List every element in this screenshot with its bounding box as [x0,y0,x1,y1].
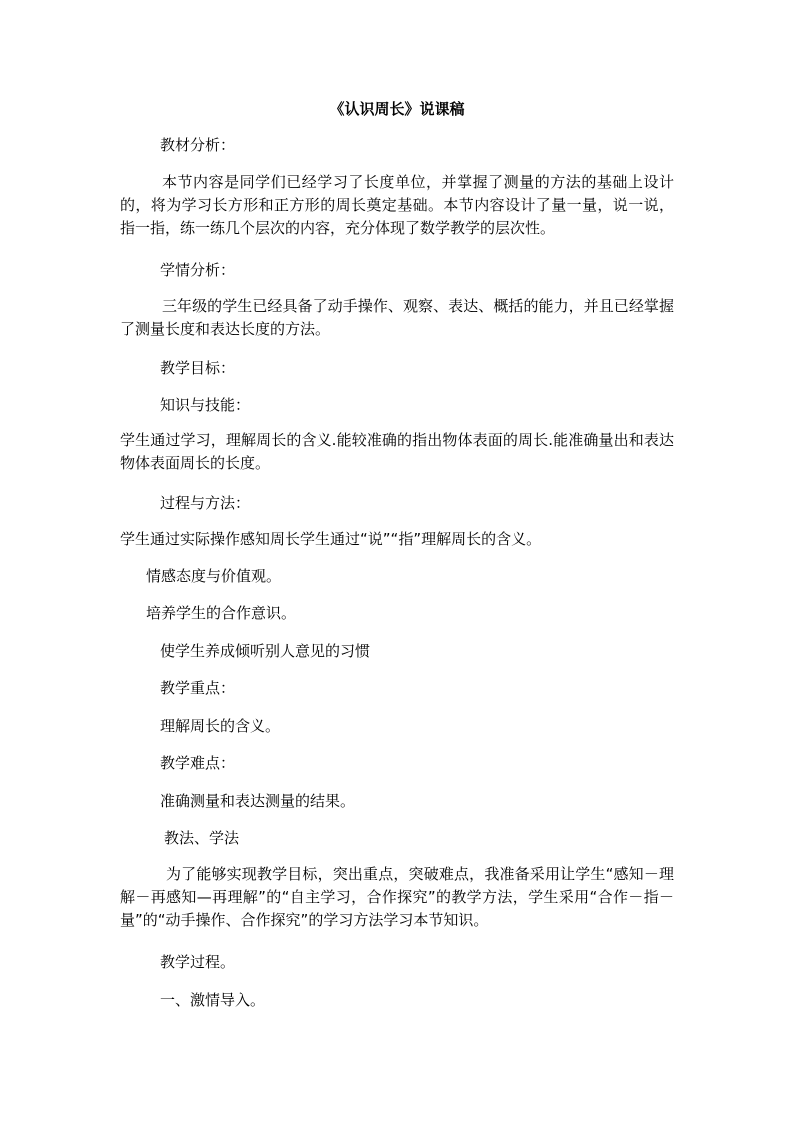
paragraph-listening-habit: 使学生养成倾听别人意见的习惯 [160,642,371,660]
document-title: 《认识周长》说课稿 [329,100,465,118]
heading-teaching-key-point: 教学重点： [160,679,236,697]
paragraph-knowledge-skills: 学生通过学习，理解周长的含义.能较准确的指出物体表面的周长.能准确量出和表达物体表面周长的长度。 [120,431,674,472]
heading-emotion-values: 情感态度与价值观。 [146,567,282,585]
heading-step-one: 一、激情导入。 [160,991,266,1009]
paragraph-textbook-analysis: 本节内容是同学们已经学习了长度单位，并掌握了测量的方法的基础上设计的，将为学习长方形和正方形的周长奠定基础。本节内容设计了量一量，说一说，指一指，练一练几个层次的内容，充分体现了数学教学的层次性。 [120,173,674,237]
paragraph-cooperation: 培养学生的合作意识。 [146,604,297,622]
paragraph-method: 为了能够实现教学目标，突出重点，突破难点，我准备采用让学生“感知－理解－再感知—再理解”的“自主学习，合作探究”的教学方法，学生采用“合作－指－量”的“动手操作、合作探究”的学习方法学习本节知识。 [120,865,674,929]
paragraph-key-point: 理解周长的含义。 [160,717,281,735]
heading-teaching-learning-method: 教法、学法 [164,829,240,847]
heading-textbook-analysis: 教材分析： [160,136,236,154]
heading-knowledge-skills: 知识与技能： [160,396,251,414]
heading-student-analysis: 学情分析： [160,261,236,279]
paragraph-difficulty: 准确测量和表达测量的结果。 [160,792,356,810]
paragraph-process-methods: 学生通过实际操作感知周长学生通过“说”“指”理解周长的含义。 [120,530,542,548]
heading-teaching-process: 教学过程。 [160,953,236,971]
heading-teaching-goals: 教学目标： [160,359,236,377]
heading-teaching-difficulty: 教学难点： [160,754,236,772]
paragraph-student-analysis: 三年级的学生已经具备了动手操作、观察、表达、概括的能力，并且已经掌握了测量长度和表达长度的方法。 [120,297,674,338]
heading-process-methods: 过程与方法： [160,494,251,512]
